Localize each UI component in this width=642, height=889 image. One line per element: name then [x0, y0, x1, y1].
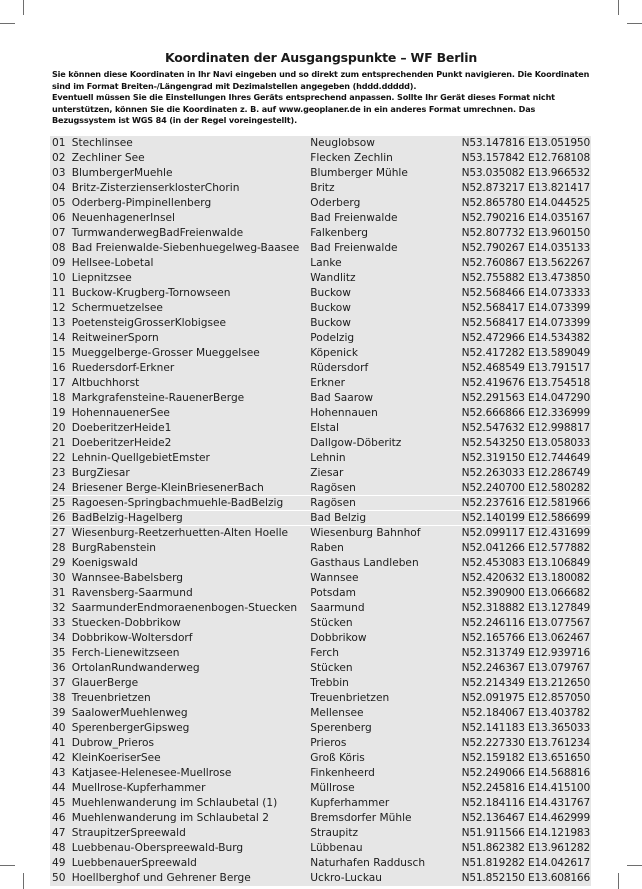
start-place: Bad Freienwalde: [310, 241, 461, 256]
table-row: [50, 226, 591, 241]
start-place: Dobbrikow: [310, 631, 461, 646]
route-name: Ragoesen-Springbachmuehle-BadBelzig: [72, 496, 311, 511]
row-number: 16: [50, 361, 72, 376]
crop-mark-tr-h: [627, 23, 642, 24]
coordinates: N52.760867 E13.562267: [461, 257, 590, 269]
table-row: [50, 511, 591, 526]
coordinates: N52.865780 E14.044525: [461, 197, 590, 209]
row-number: 06: [50, 211, 72, 226]
route-name: Britz-ZisterzienserklosterChorin: [72, 181, 311, 196]
start-place: Britz: [310, 181, 461, 196]
coordinates: N52.091975 E12.857050: [461, 692, 590, 704]
intro-text: [52, 69, 594, 127]
route-name: SaarmunderEndmoraenenbogen-Stuecken: [72, 601, 311, 616]
table-row: [50, 376, 591, 391]
table-row: [50, 331, 591, 346]
route-name: Mueggelberge-Grosser Mueggelsee: [72, 346, 311, 361]
crop-mark-tr-v: [618, 0, 619, 15]
coordinates: N52.547632 E12.998817: [461, 422, 590, 434]
start-place: Wannsee: [310, 571, 461, 586]
coordinates: N52.873217 E13.821417: [461, 182, 590, 194]
row-number: 19: [50, 406, 72, 421]
route-name: Wannsee-Babelsberg: [72, 571, 311, 586]
start-place: Gasthaus Landleben: [310, 556, 461, 571]
row-number: 29: [50, 556, 72, 571]
table-row: [50, 661, 591, 676]
row-number: 22: [50, 451, 72, 466]
row-number: 45: [50, 796, 72, 811]
row-number: 23: [50, 466, 72, 481]
table-row: [50, 646, 591, 661]
coordinates: N52.140199 E12.586699: [461, 512, 590, 524]
table-row: [50, 481, 591, 496]
table-row: [50, 691, 591, 706]
table-row: [50, 151, 591, 166]
table-row: [50, 676, 591, 691]
route-name: SperenbergerGipsweg: [72, 721, 311, 736]
coordinates: N52.263033 E12.286749: [461, 467, 590, 479]
row-number: 07: [50, 226, 72, 241]
page-title: Koordinaten der Ausgangspunkte – WF Berlin: [164, 50, 478, 65]
coordinates: N52.568417 E14.073399: [461, 302, 590, 314]
route-name: Altbuchhorst: [72, 376, 311, 391]
table-row: [50, 181, 591, 196]
coordinates-table-body: [50, 136, 591, 886]
start-place: Naturhafen Raddusch: [310, 856, 461, 871]
coordinates: N52.417282 E13.589049: [461, 347, 590, 359]
row-number: 14: [50, 331, 72, 346]
table-row: [50, 556, 591, 571]
route-name: HohennauenerSee: [72, 406, 311, 421]
start-place: Saarmund: [310, 601, 461, 616]
route-name: Treuenbrietzen: [72, 691, 311, 706]
start-place: Buckow: [310, 286, 461, 301]
table-row: [50, 751, 591, 766]
intro-paragraph-1: Sie können diese Koordinaten in Ihr Navi eingeben und so direkt zum entsprechenden Punkt navigieren. Die Koordinaten sind im Format Breiten-/Längengrad mit Dezimalstellen angegeben (hddd.ddddd).: [52, 69, 590, 91]
coordinates: N52.790267 E14.035133: [461, 242, 590, 254]
table-row: [50, 286, 591, 301]
intro-paragraph-2: Eventuell müssen Sie die Einstellungen Ihres Geräts entsprechend anpassen. Sollte Ihr Gerät dieses Format nicht unterstützen, können Sie die Koordinaten z. B. auf www.geoplaner.de in ein anderes Format umrechnen. Das Bezugssystem ist WGS 84 (in der Regel voreingestellt).: [52, 92, 555, 126]
table-row: [50, 496, 591, 511]
row-number: 41: [50, 736, 72, 751]
row-number: 35: [50, 646, 72, 661]
start-place: Buckow: [310, 301, 461, 316]
row-number: 30: [50, 571, 72, 586]
start-place: Wiesenburg Bahnhof: [310, 526, 461, 541]
row-number: 37: [50, 676, 72, 691]
row-number: 36: [50, 661, 72, 676]
coordinates: N52.468549 E13.791517: [461, 362, 590, 374]
coordinates: N52.807732 E13.960150: [461, 227, 590, 239]
table-row: [50, 841, 591, 856]
start-place: Sperenberg: [310, 721, 461, 736]
start-place: Oderberg: [310, 196, 461, 211]
coordinates: N51.819282 E14.042617: [461, 857, 590, 869]
table-row: [50, 316, 591, 331]
route-name: Muehlenwanderung im Schlaubetal (1): [72, 796, 311, 811]
route-name: KleinKoeriserSee: [72, 751, 311, 766]
route-name: Dobbrikow-Woltersdorf: [72, 631, 311, 646]
table-row: [50, 706, 591, 721]
start-place: Treuenbrietzen: [310, 691, 461, 706]
start-place: Stücken: [310, 616, 461, 631]
row-number: 09: [50, 256, 72, 271]
row-number: 21: [50, 436, 72, 451]
coordinates: N52.472966 E14.534382: [461, 332, 590, 344]
route-name: GlauerBerge: [72, 676, 311, 691]
coordinates: N52.755882 E13.473850: [461, 272, 590, 284]
start-place: Finkenheerd: [310, 766, 461, 781]
route-name: Stuecken-Dobbrikow: [72, 616, 311, 631]
table-row: [50, 301, 591, 316]
route-name: Hellsee-Lobetal: [72, 256, 311, 271]
row-number: 40: [50, 721, 72, 736]
start-place: Flecken Zechlin: [310, 151, 461, 166]
route-name: Muehlenwanderung im Schlaubetal 2: [72, 811, 311, 826]
row-number: 25: [50, 496, 72, 511]
table-row: [50, 256, 591, 271]
start-place: Falkenberg: [310, 226, 461, 241]
row-number: 50: [50, 871, 72, 886]
row-number: 13: [50, 316, 72, 331]
route-name: Stechlinsee: [72, 136, 311, 151]
row-number: 48: [50, 841, 72, 856]
coordinates: N52.245816 E14.415100: [461, 782, 590, 794]
route-name: SaalowerMuehlenweg: [72, 706, 311, 721]
coordinates: N52.159182 E13.651650: [461, 752, 590, 764]
coordinates: N52.568466 E14.073333: [461, 287, 590, 299]
route-name: BadBelzig-Hagelberg: [72, 511, 311, 526]
route-name: PoetensteigGrosserKlobigsee: [72, 316, 311, 331]
route-name: Ferch-Lienewitzseen: [72, 646, 311, 661]
table-row: [50, 721, 591, 736]
table-row: [50, 196, 591, 211]
table-row: [50, 856, 591, 871]
row-number: 31: [50, 586, 72, 601]
route-name: TurmwanderwegBadFreienwalde: [72, 226, 311, 241]
table-row: [50, 781, 591, 796]
coordinates: N53.035082 E13.966532: [461, 167, 590, 179]
route-name: OrtolanRundwanderweg: [72, 661, 311, 676]
coordinates: N52.184067 E13.403782: [461, 707, 590, 719]
coordinates: N52.318882 E13.127849: [461, 602, 590, 614]
row-number: 47: [50, 826, 72, 841]
coordinates: N52.099117 E12.431699: [461, 527, 590, 539]
row-number: 05: [50, 196, 72, 211]
coordinates: N52.246116 E13.077567: [461, 617, 590, 629]
coordinates: N52.237616 E12.581966: [461, 497, 590, 509]
coordinates: N52.453083 E13.106849: [461, 557, 590, 569]
route-name: Muellrose-Kupferhammer: [72, 781, 311, 796]
table-row: [50, 466, 591, 481]
coordinates: N52.313749 E12.939716: [461, 647, 590, 659]
table-row: [50, 166, 591, 181]
row-number: 10: [50, 271, 72, 286]
route-name: Lehnin-QuellgebietEmster: [72, 451, 311, 466]
start-place: Hohennauen: [310, 406, 461, 421]
route-name: Hoellberghof und Gehrener Berge: [72, 871, 311, 886]
row-number: 49: [50, 856, 72, 871]
row-number: 03: [50, 166, 72, 181]
table-row: [50, 421, 591, 436]
crop-mark-br-h: [627, 865, 642, 866]
row-number: 17: [50, 376, 72, 391]
table-row: [50, 241, 591, 256]
start-place: Stücken: [310, 661, 461, 676]
row-number: 04: [50, 181, 72, 196]
row-number: 43: [50, 766, 72, 781]
route-name: Briesener Berge-KleinBriesenerBach: [72, 481, 311, 496]
coordinates: N52.240700 E12.580282: [461, 482, 590, 494]
start-place: Köpenick: [310, 346, 461, 361]
row-number: 08: [50, 241, 72, 256]
table-row: [50, 361, 591, 376]
table-row: [50, 796, 591, 811]
start-place: Erkner: [310, 376, 461, 391]
start-place: Straupitz: [310, 826, 461, 841]
row-number: 24: [50, 481, 72, 496]
coordinates: N52.390900 E13.066682: [461, 587, 590, 599]
coordinates: N52.041266 E12.577882: [461, 542, 590, 554]
coordinates: N52.420632 E13.180082: [461, 572, 590, 584]
route-name: Oderberg-Pimpinellenberg: [72, 196, 311, 211]
route-name: DoeberitzerHeide2: [72, 436, 311, 451]
start-place: Ferch: [310, 646, 461, 661]
row-number: 20: [50, 421, 72, 436]
coordinates: N52.165766 E13.062467: [461, 632, 590, 644]
start-place: Blumberger Mühle: [310, 166, 461, 181]
table-row: [50, 811, 591, 826]
crop-mark-tl-v: [23, 0, 24, 15]
row-number: 01: [50, 136, 72, 151]
start-place: Bremsdorfer Mühle: [310, 811, 461, 826]
route-name: Bad Freienwalde-Siebenhuegelweg-Baasee: [72, 241, 311, 256]
table-row: [50, 541, 591, 556]
start-place: Müllrose: [310, 781, 461, 796]
crop-mark-bl-h: [0, 865, 15, 866]
coordinates: N52.227330 E13.761234: [461, 737, 590, 749]
table-row: [50, 136, 591, 151]
route-name: Wiesenburg-Reetzerhuetten-Alten Hoelle: [72, 526, 311, 541]
start-place: Uckro-Luckau: [310, 871, 461, 886]
table-row: [50, 571, 591, 586]
route-name: Katjasee-Helenesee-Muellrose: [72, 766, 311, 781]
start-place: Mellensee: [310, 706, 461, 721]
start-place: Lehnin: [310, 451, 461, 466]
table-row: [50, 871, 591, 886]
coordinates: N52.790216 E14.035167: [461, 212, 590, 224]
coordinates: N52.246367 E13.079767: [461, 662, 590, 674]
row-number: 12: [50, 301, 72, 316]
route-name: Zechliner See: [72, 151, 311, 166]
coordinates: N52.319150 E12.744649: [461, 452, 590, 464]
row-number: 46: [50, 811, 72, 826]
start-place: Bad Belzig: [310, 511, 461, 526]
start-place: Ragösen: [310, 481, 461, 496]
route-name: Buckow-Krugberg-Tornowseen: [72, 286, 311, 301]
table-row: [50, 436, 591, 451]
row-number: 34: [50, 631, 72, 646]
table-row: [50, 766, 591, 781]
start-place: Ragösen: [310, 496, 461, 511]
row-number: 18: [50, 391, 72, 406]
start-place: Wandlitz: [310, 271, 461, 286]
crop-mark-bl-v: [23, 873, 24, 889]
row-number: 27: [50, 526, 72, 541]
coordinates: N51.911566 E14.121983: [461, 827, 590, 839]
start-place: Neuglobsow: [310, 136, 461, 151]
route-name: DoeberitzerHeide1: [72, 421, 311, 436]
row-number: 26: [50, 511, 72, 526]
start-place: Podelzig: [310, 331, 461, 346]
route-name: ReitweinerSporn: [72, 331, 311, 346]
row-number: 02: [50, 151, 72, 166]
route-name: Ravensberg-Saarmund: [72, 586, 311, 601]
table-row: [50, 451, 591, 466]
start-place: Prieros: [310, 736, 461, 751]
row-number: 33: [50, 616, 72, 631]
coordinates: N52.666866 E12.336999: [461, 407, 590, 419]
route-name: Schermuetzelsee: [72, 301, 311, 316]
crop-mark-tl-h: [0, 23, 15, 24]
start-place: Rüdersdorf: [310, 361, 461, 376]
table-row: [50, 601, 591, 616]
coordinates: N52.214349 E13.212650: [461, 677, 590, 689]
coordinates: N52.249066 E14.568816: [461, 767, 590, 779]
table-row: [50, 211, 591, 226]
row-number: 32: [50, 601, 72, 616]
row-number: 38: [50, 691, 72, 706]
coordinates: N52.419676 E13.754518: [461, 377, 590, 389]
start-place: Buckow: [310, 316, 461, 331]
route-name: Koenigswald: [72, 556, 311, 571]
start-place: Kupferhammer: [310, 796, 461, 811]
route-name: Markgrafensteine-RauenerBerge: [72, 391, 311, 406]
coordinates-table: [50, 136, 591, 886]
coordinates: N52.141183 E13.365033: [461, 722, 590, 734]
start-place: Raben: [310, 541, 461, 556]
coordinates: N52.568417 E14.073399: [461, 317, 590, 329]
route-name: Liepnitzsee: [72, 271, 311, 286]
table-row: [50, 826, 591, 841]
route-name: NeuenhagenerInsel: [72, 211, 311, 226]
route-name: Ruedersdorf-Erkner: [72, 361, 311, 376]
start-place: Ziesar: [310, 466, 461, 481]
coordinates: N51.862382 E13.961282: [461, 842, 590, 854]
row-number: 42: [50, 751, 72, 766]
table-row: [50, 736, 591, 751]
start-place: Dallgow-Döberitz: [310, 436, 461, 451]
start-place: Trebbin: [310, 676, 461, 691]
route-name: LuebbenauerSpreewald: [72, 856, 311, 871]
coordinates: N52.291563 E14.047290: [461, 392, 590, 404]
coordinates: N53.157842 E12.768108: [461, 152, 590, 164]
table-row: [50, 616, 591, 631]
start-place: Lübbenau: [310, 841, 461, 856]
coordinates: N52.543250 E13.058033: [461, 437, 590, 449]
crop-mark-br-v: [618, 873, 619, 889]
coordinates: N52.136467 E14.462999: [461, 812, 590, 824]
route-name: BurgZiesar: [72, 466, 311, 481]
route-name: Dubrow_Prieros: [72, 736, 311, 751]
route-name: Luebbenau-Oberspreewald-Burg: [72, 841, 311, 856]
coordinates: N53.147816 E13.051950: [461, 137, 590, 149]
row-number: 11: [50, 286, 72, 301]
start-place: Bad Freienwalde: [310, 211, 461, 226]
table-row: [50, 586, 591, 601]
row-number: 44: [50, 781, 72, 796]
coordinates: N51.852150 E13.608166: [461, 872, 590, 884]
table-row: [50, 631, 591, 646]
table-row: [50, 526, 591, 541]
route-name: BlumbergerMuehle: [72, 166, 311, 181]
route-name: StraupitzerSpreewald: [72, 826, 311, 841]
row-number: 28: [50, 541, 72, 556]
start-place: Elstal: [310, 421, 461, 436]
start-place: Potsdam: [310, 586, 461, 601]
start-place: Groß Köris: [310, 751, 461, 766]
start-place: Lanke: [310, 256, 461, 271]
table-row: [50, 406, 591, 421]
route-name: BurgRabenstein: [72, 541, 311, 556]
row-number: 15: [50, 346, 72, 361]
row-number: 39: [50, 706, 72, 721]
table-row: [50, 271, 591, 286]
table-row: [50, 346, 591, 361]
table-row: [50, 391, 591, 406]
start-place: Bad Saarow: [310, 391, 461, 406]
coordinates: N52.184116 E14.431767: [461, 797, 590, 809]
